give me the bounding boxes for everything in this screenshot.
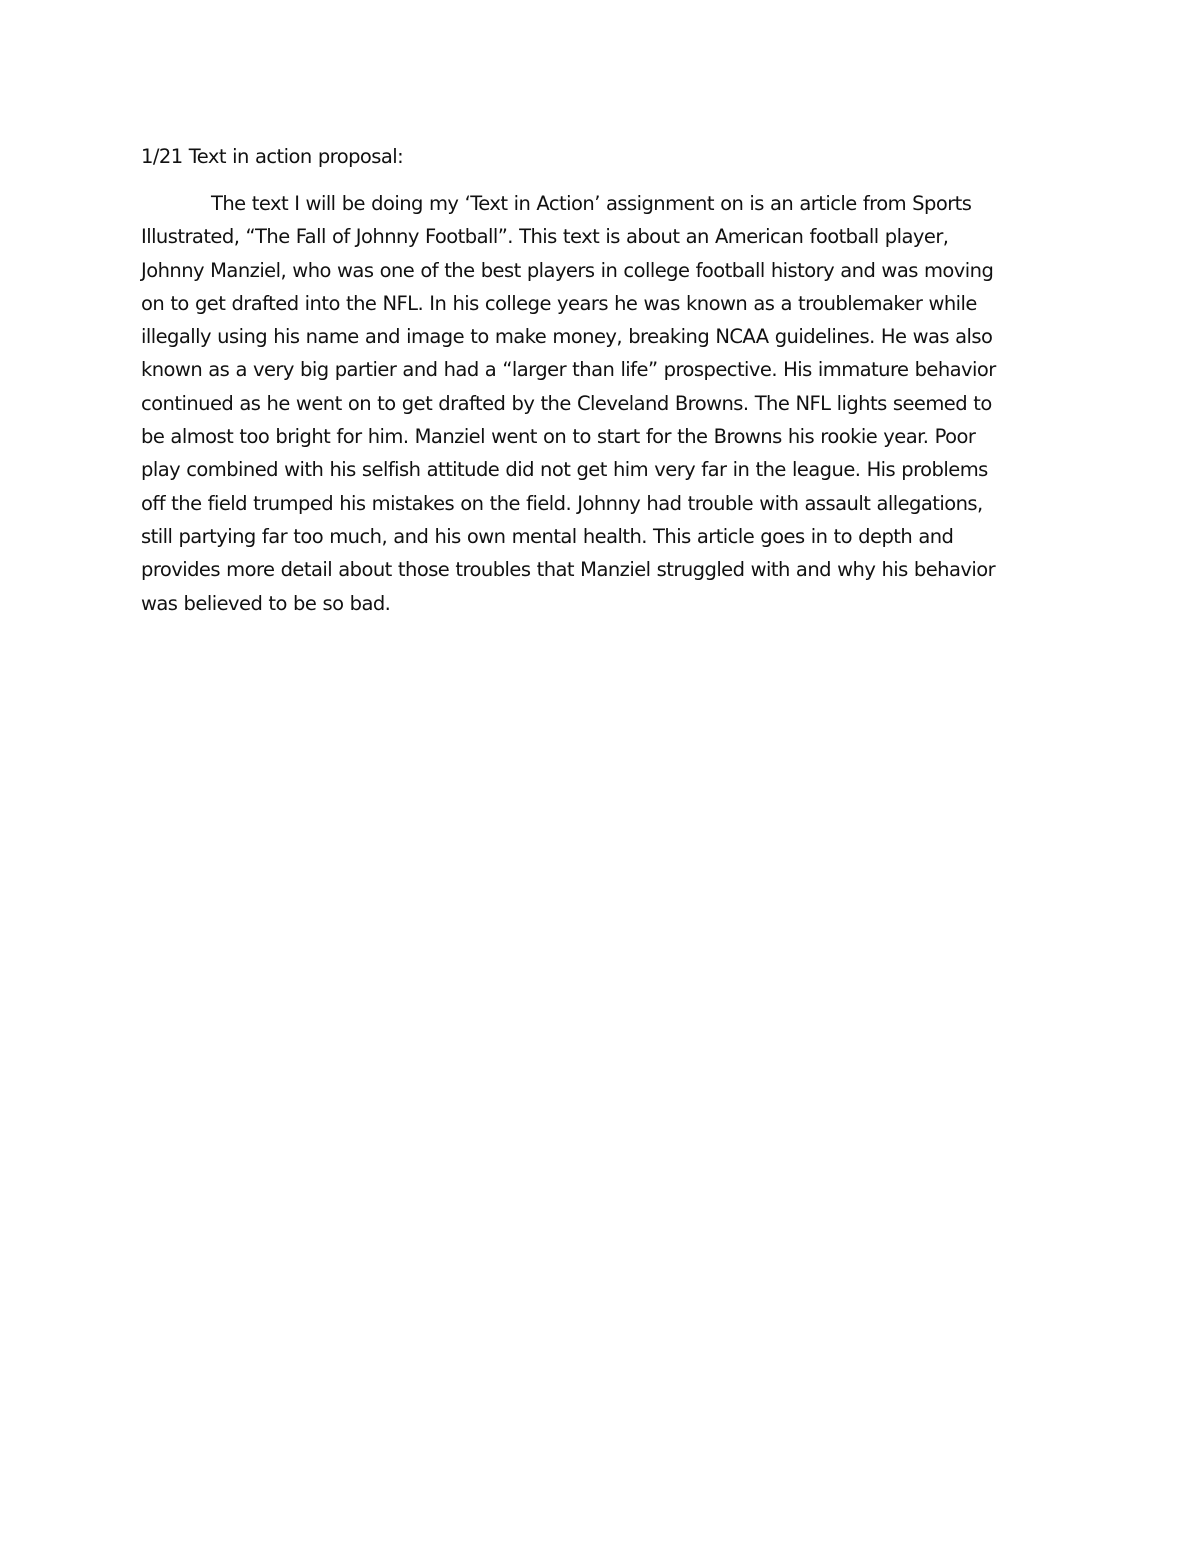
paragraph-line: The text I will be doing my ‘Text in Action’ assignment on is an article from Sports (211, 192, 972, 215)
paragraph-line: provides more detail about those troubles that Manziel struggled with and why his behavior (141, 558, 996, 582)
paragraph-line: was believed to be so bad. (141, 591, 391, 615)
paragraph-line: known as a very big partier and had a “larger than life” prospective. His immature behavior (141, 358, 996, 382)
paragraph-line: Illustrated, “The Fall of Johnny Football”. This text is about an American football player, (141, 225, 949, 249)
paragraph-line: illegally using his name and image to make money, breaking NCAA guidelines. He was also (141, 325, 993, 349)
proposal-paragraph (141, 187, 1061, 620)
paragraph-line: Johnny Manziel, who was one of the best players in college football history and was moving (141, 258, 994, 282)
paragraph-line: be almost too bright for him. Manziel went on to start for the Browns his rookie year. Poor (141, 425, 976, 449)
document-body (141, 140, 1061, 620)
paragraph-line: on to get drafted into the NFL. In his college years he was known as a troublemaker while (141, 291, 977, 315)
paragraph-line: off the field trumped his mistakes on the field. Johnny had trouble with assault allegations, (141, 491, 983, 515)
paragraph-line: continued as he went on to get drafted by the Cleveland Browns. The NFL lights seemed to (141, 391, 992, 415)
document-heading: 1/21 Text in action proposal: (141, 145, 404, 168)
paragraph-line: still partying far too much, and his own mental health. This article goes in to depth and (141, 524, 954, 548)
paragraph-line: play combined with his selfish attitude did not get him very far in the league. His problems (141, 458, 988, 482)
